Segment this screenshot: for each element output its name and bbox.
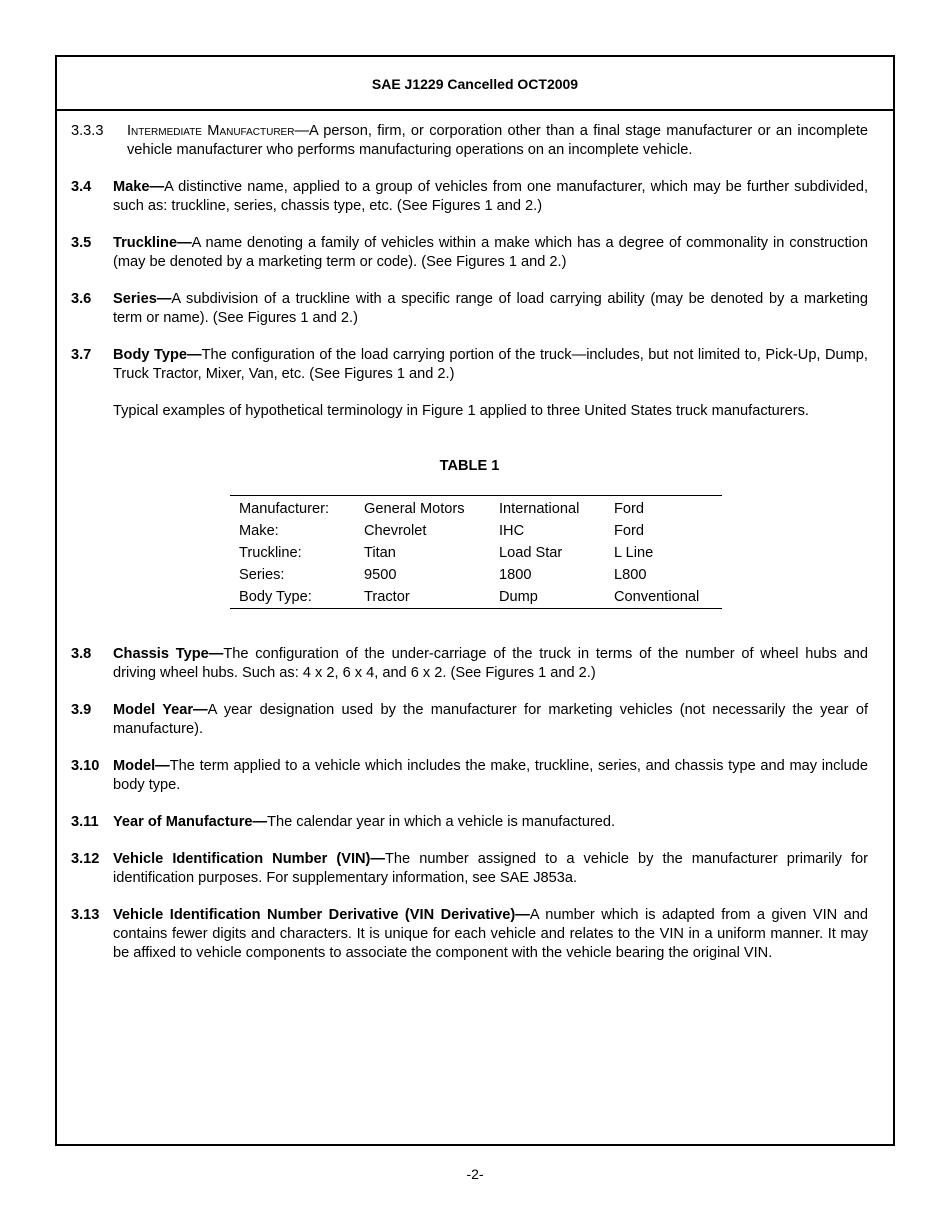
table-cell: Ford	[614, 500, 645, 517]
clause-text: The calendar year in which a vehicle is manufactured.	[267, 814, 616, 830]
clause-3-7	[71, 346, 868, 384]
clause-number: 3.7	[71, 347, 92, 363]
clause-number: 3.4	[71, 179, 92, 195]
clause-text: The configuration of the load carrying portion of the truck—includes, but not limited to, Pick-Up, Dump, Truck Tractor, Mixer, Van, etc. (See Figures 1 and 2.)	[113, 347, 868, 382]
clause-3-6	[71, 290, 868, 328]
clause-term: Chassis Type—	[113, 646, 224, 662]
clause-3-5	[71, 234, 868, 272]
table-row	[230, 586, 722, 609]
clause-3-12	[71, 850, 868, 888]
clause-number: 3.6	[71, 291, 92, 307]
clause-3-13	[71, 906, 868, 963]
clause-term: Intermediate Manufacturer—	[127, 123, 310, 139]
clause-term: Make—	[113, 179, 165, 195]
table-cell: L800	[614, 566, 647, 583]
clause-text: The term applied to a vehicle which includes the make, truckline, series, and chassis type and may include body type.	[113, 758, 868, 793]
clause-3-4	[71, 178, 868, 216]
clause-number: 3.12	[71, 851, 100, 867]
clause-text: A distinctive name, applied to a group of vehicles from one manufacturer, which may be further subdivided, such as: truckline, series, chassis type, etc. (See Figures 1 and 2.)	[113, 179, 868, 214]
clause-term: Model—	[113, 758, 170, 774]
table-cell: Ford	[614, 522, 645, 539]
clause-number: 3.3.3	[71, 123, 104, 139]
clause-number: 3.9	[71, 702, 92, 718]
table-cell: Make:	[239, 522, 279, 539]
table-cell: IHC	[499, 522, 525, 539]
clause-term: Year of Manufacture—	[113, 814, 268, 830]
clause-number: 3.11	[71, 814, 99, 830]
terminology-table	[230, 495, 722, 609]
document-header: SAE J1229 Cancelled OCT2009	[57, 57, 893, 111]
table-cell: Titan	[364, 544, 396, 561]
table-row	[230, 542, 722, 564]
clause-number: 3.13	[71, 907, 100, 923]
clause-text: The number assigned to a vehicle by the manufacturer primarily for identification purposes. For supplementary information, see SAE J853a.	[113, 851, 868, 886]
clause-number: 3.10	[71, 758, 100, 774]
clause-term: Body Type—	[113, 347, 202, 363]
page-frame	[55, 55, 895, 1146]
clause-text: A number which is adapted from a given VIN and contains fewer digits and characters. It is unique for each vehicle and relates to the VIN in a uniform manner. It may be affixed to vehicle components to associate the component with the vehicle bearing the original VIN.	[113, 907, 869, 961]
clause-3-11	[71, 813, 868, 832]
table-cell: General Motors	[364, 500, 465, 517]
clause-3-9	[71, 701, 868, 739]
table-cell: Load Star	[499, 544, 563, 561]
clause-term: Series—	[113, 291, 172, 307]
clause-term: Vehicle Identification Number Derivative (VIN Derivative)—	[113, 907, 530, 923]
table-cell: Conventional	[614, 588, 700, 605]
table-cell: Dump	[499, 588, 538, 605]
table-cell: Body Type:	[239, 588, 312, 605]
clause-text: A year designation used by the manufacturer for marketing vehicles (not necessarily the year of manufacture).	[113, 702, 868, 737]
clause-3-10	[71, 757, 868, 795]
clause-number: 3.5	[71, 235, 92, 251]
table-cell: Chevrolet	[364, 522, 427, 539]
clause-text: The configuration of the under-carriage of the truck in terms of the number of wheel hubs and driving wheel hubs. Such as: 4 x 2, 6 x 4, and 6 x 2. (See Figures 1 and 2.)	[113, 646, 868, 681]
table-title: TABLE 1	[439, 458, 500, 474]
clause-text: A person, firm, or corporation other than a final stage manufacturer or an incomplete vehicle manufacturer who performs manufacturing operations on an incomplete vehicle.	[127, 123, 868, 158]
page-number: -2-	[466, 1166, 484, 1182]
table-row	[230, 496, 722, 521]
table-cell: Manufacturer:	[239, 500, 330, 517]
clause-term: Model Year—	[113, 702, 208, 718]
document-body	[71, 122, 868, 981]
clause-term: Vehicle Identification Number (VIN)—	[113, 851, 386, 867]
clause-text: A name denoting a family of vehicles within a make which has a degree of commonality in construction (may be denoted by a marketing term or code). (See Figures 1 and 2.)	[113, 235, 868, 270]
table-cell: Tractor	[364, 588, 410, 605]
table-cell: International	[499, 500, 580, 517]
clause-number: 3.8	[71, 646, 92, 662]
table-cell: 9500	[364, 566, 397, 583]
table-cell: L Line	[614, 544, 654, 561]
clause-3-7-note: Typical examples of hypothetical terminology in Figure 1 applied to three United States truck manufacturers.	[113, 403, 809, 419]
table-cell: Truckline:	[239, 544, 302, 561]
clause-3-3-3	[71, 122, 868, 160]
clause-3-8	[71, 645, 868, 683]
table-cell: Series:	[239, 566, 285, 583]
table-row	[230, 564, 722, 586]
table-cell: 1800	[499, 566, 532, 583]
clause-term: Truckline—	[113, 235, 192, 251]
table-row	[230, 520, 722, 542]
clause-text: A subdivision of a truckline with a specific range of load carrying ability (may be denoted by a marketing term or name). (See Figures 1 and 2.)	[113, 291, 868, 326]
